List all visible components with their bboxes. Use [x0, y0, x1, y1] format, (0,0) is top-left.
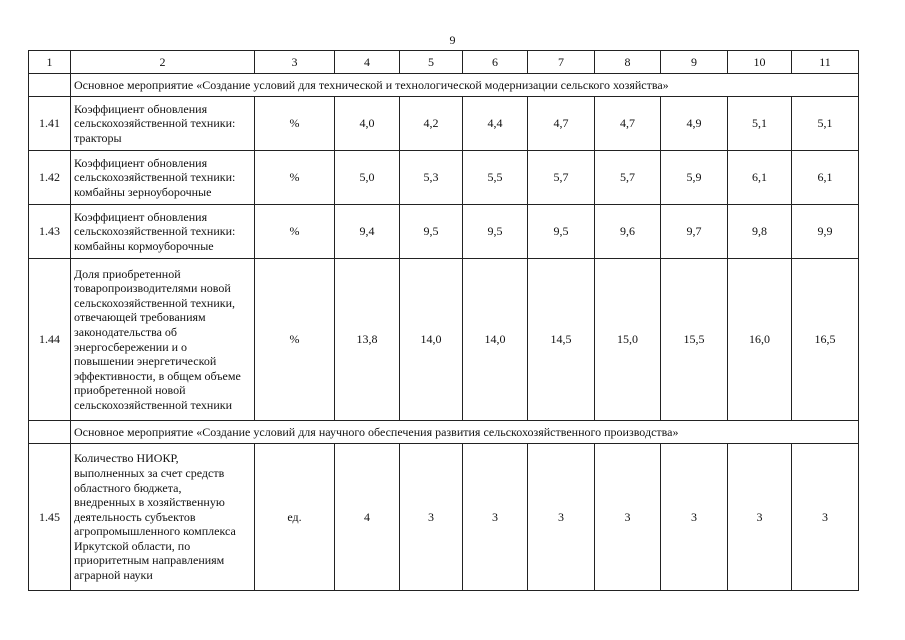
value-cell: 4,2 [400, 97, 463, 151]
header-cell: 3 [255, 51, 335, 74]
header-row [29, 51, 859, 74]
indicator-name-line: сельскохозяйственной техники: [74, 116, 236, 131]
row-number: 1.45 [29, 444, 71, 591]
header-cell: 6 [463, 51, 528, 74]
indicator-name-line: комбайны кормоуборочные [74, 238, 214, 253]
indicator-name [71, 444, 255, 591]
value-cell: 4,9 [661, 97, 728, 151]
value-cell: 4,0 [335, 97, 400, 151]
value-cell: 5,0 [335, 151, 400, 205]
indicator-name-line: агропромышленного комплекса [74, 524, 236, 539]
indicator-name-line: Коэффициент обновления [74, 209, 208, 224]
row-number: 1.43 [29, 205, 71, 259]
header-cell: 1 [29, 51, 71, 74]
value-cell: 5,1 [792, 97, 859, 151]
header-cell: 8 [595, 51, 661, 74]
unit-cell: % [255, 205, 335, 259]
value-cell: 9,5 [400, 205, 463, 259]
section-title: Основное мероприятие «Создание условий для технической и технологической модернизации сельского хозяйства» [71, 74, 859, 97]
indicator-name-line: приобретенной новой [74, 383, 186, 398]
value-cell: 14,5 [528, 259, 595, 421]
section-title: Основное мероприятие «Создание условий для научного обеспечения развития сельскохозяйственного производства» [71, 421, 859, 444]
value-cell: 15,0 [595, 259, 661, 421]
value-cell: 4,7 [595, 97, 661, 151]
indicator-name-line: товаропроизводителями новой [74, 281, 231, 296]
value-cell: 6,1 [728, 151, 792, 205]
header-cell: 2 [71, 51, 255, 74]
value-cell: 3 [400, 444, 463, 591]
value-cell: 9,9 [792, 205, 859, 259]
indicator-name-line: Коэффициент обновления [74, 155, 208, 170]
header-cell: 9 [661, 51, 728, 74]
table-row [29, 151, 859, 205]
indicator-name-line: отвечающей требованиям [74, 310, 206, 325]
indicator-name [71, 97, 255, 151]
value-cell: 9,4 [335, 205, 400, 259]
value-cell: 3 [595, 444, 661, 591]
indicator-name-line: сельскохозяйственной техники [74, 397, 232, 412]
value-cell: 9,6 [595, 205, 661, 259]
indicator-name-line: энергосбережении и о [74, 339, 188, 354]
table-row [29, 97, 859, 151]
page-number: 9 [449, 33, 456, 47]
value-cell: 4,7 [528, 97, 595, 151]
indicator-name [71, 151, 255, 205]
unit-cell: ед. [255, 444, 335, 591]
indicator-name-line: выполненных за счет средств [74, 465, 225, 480]
table-row [29, 205, 859, 259]
section-row [29, 74, 859, 97]
value-cell: 16,5 [792, 259, 859, 421]
table-row [29, 444, 859, 591]
unit-cell: % [255, 97, 335, 151]
indicator-name [71, 205, 255, 259]
indicator-name-line: комбайны зерноуборочные [74, 184, 212, 199]
indicator-name-line: тракторы [74, 130, 122, 145]
header-cell: 10 [728, 51, 792, 74]
unit-cell: % [255, 259, 335, 421]
section-row [29, 421, 859, 444]
indicator-name-line: повышении энергетической [74, 354, 217, 369]
indicator-name-line: аграрной науки [74, 568, 153, 583]
unit-cell: % [255, 151, 335, 205]
header-cell: 5 [400, 51, 463, 74]
value-cell: 5,7 [528, 151, 595, 205]
value-cell: 14,0 [463, 259, 528, 421]
indicator-name-line: внедренных в хозяйственную [74, 495, 225, 510]
value-cell: 9,8 [728, 205, 792, 259]
row-number: 1.44 [29, 259, 71, 421]
indicator-name-line: Коэффициент обновления [74, 101, 208, 116]
value-cell: 16,0 [728, 259, 792, 421]
indicator-name-line: областного бюджета, [74, 480, 182, 495]
indicator-name-line: Иркутской области, по [74, 538, 191, 553]
indicator-name [71, 259, 255, 421]
header-cell: 11 [792, 51, 859, 74]
row-number: 1.41 [29, 97, 71, 151]
indicators-table [28, 50, 859, 591]
section-empty-cell [29, 74, 71, 97]
value-cell: 3 [463, 444, 528, 591]
value-cell: 4,4 [463, 97, 528, 151]
indicator-name-line: сельскохозяйственной техники: [74, 224, 236, 239]
value-cell: 3 [661, 444, 728, 591]
indicator-name-line: приоритетным направлениям [74, 553, 225, 568]
value-cell: 3 [792, 444, 859, 591]
value-cell: 5,5 [463, 151, 528, 205]
value-cell: 9,7 [661, 205, 728, 259]
value-cell: 5,9 [661, 151, 728, 205]
value-cell: 14,0 [400, 259, 463, 421]
indicator-name-line: деятельность субъектов [74, 509, 196, 524]
value-cell: 6,1 [792, 151, 859, 205]
value-cell: 9,5 [528, 205, 595, 259]
indicator-name-line: законодательства об [74, 324, 178, 339]
indicator-name-line: эффективности, в общем объеме [74, 368, 241, 383]
indicator-name-line: Количество НИОКР, [74, 451, 179, 466]
value-cell: 3 [528, 444, 595, 591]
header-cell: 4 [335, 51, 400, 74]
indicator-name-line: сельскохозяйственной техники: [74, 170, 236, 185]
value-cell: 5,7 [595, 151, 661, 205]
value-cell: 4 [335, 444, 400, 591]
value-cell: 5,3 [400, 151, 463, 205]
indicator-name-line: сельскохозяйственной техники, [74, 295, 235, 310]
value-cell: 15,5 [661, 259, 728, 421]
value-cell: 13,8 [335, 259, 400, 421]
value-cell: 5,1 [728, 97, 792, 151]
section-empty-cell [29, 421, 71, 444]
indicator-name-line: Доля приобретенной [74, 266, 181, 281]
header-cell: 7 [528, 51, 595, 74]
value-cell: 3 [728, 444, 792, 591]
value-cell: 9,5 [463, 205, 528, 259]
row-number: 1.42 [29, 151, 71, 205]
table-row [29, 259, 859, 421]
